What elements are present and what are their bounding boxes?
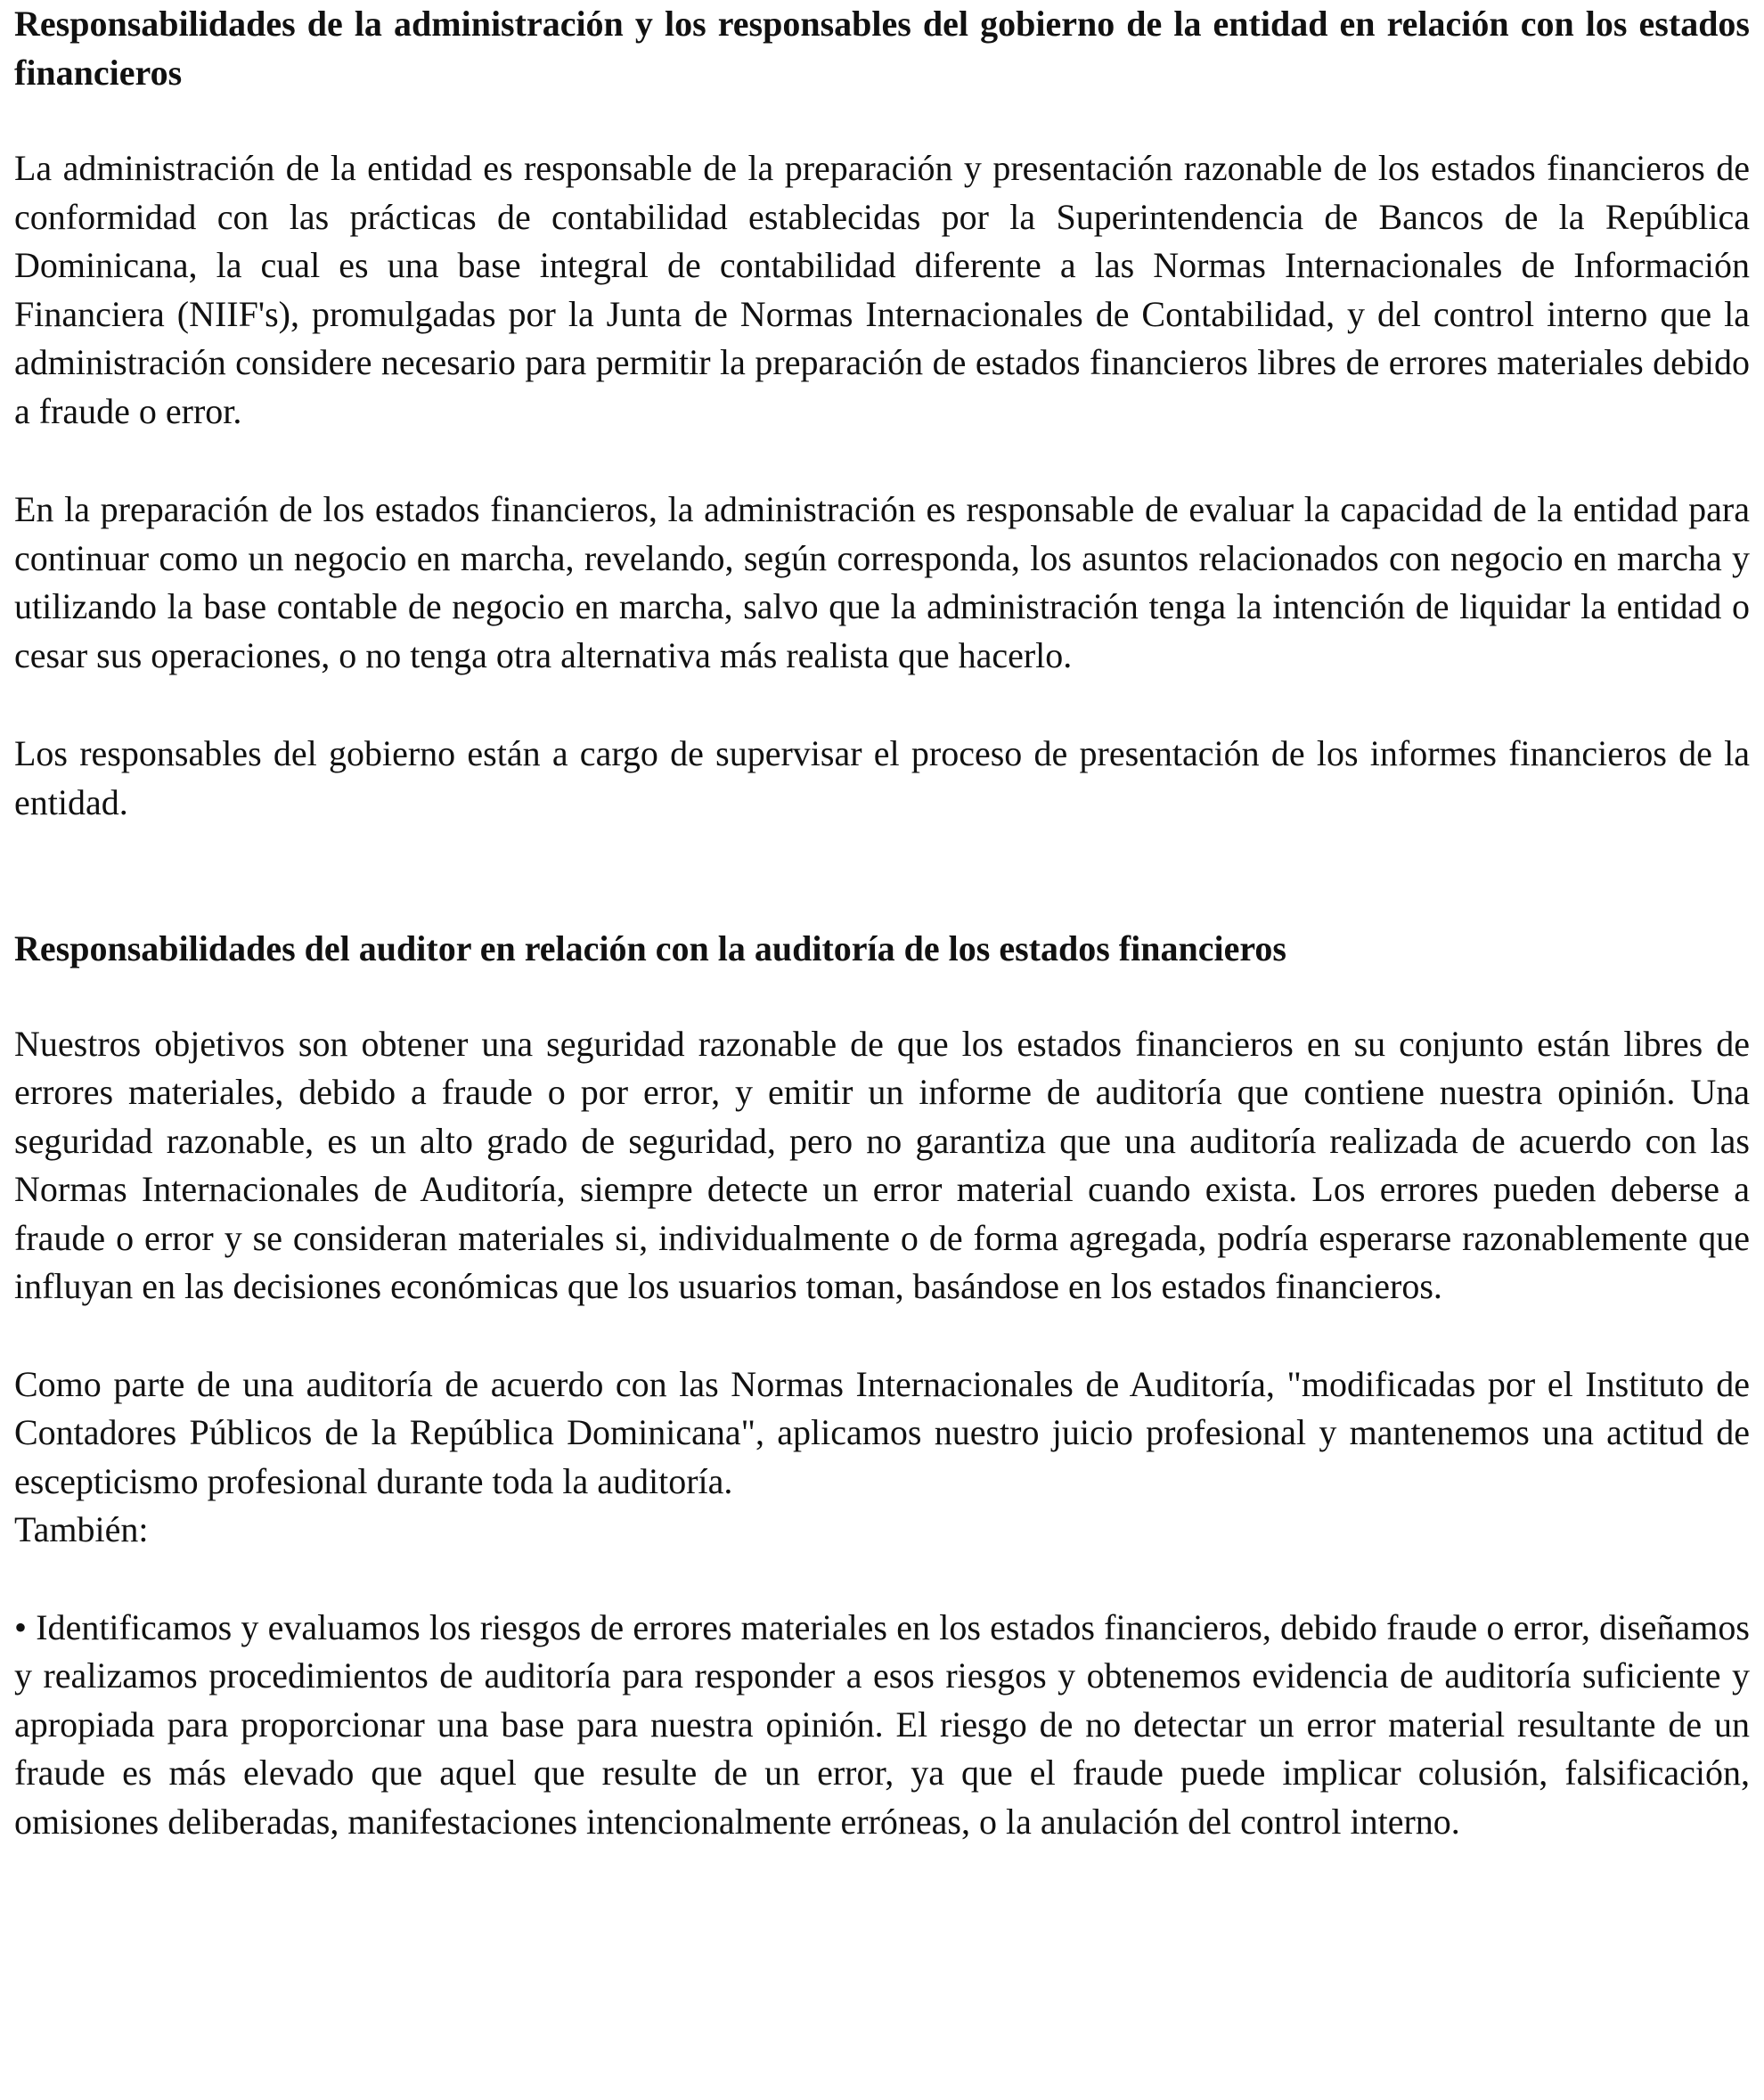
paragraph-professional-judgment: Como parte de una auditoría de acuerdo con las Normas Internacionales de Auditoría, "modificadas por el Instituto de Contadores Públicos de la República Dominicana", aplicamos nuestro juicio profesional y mantenemos una actitud de escepticismo profesional durante toda la auditoría. — [14, 1363, 1750, 1501]
paragraph-governance-oversight: Los responsables del gobierno están a cargo de supervisar el proceso de presentación de los informes financieros de la entidad. — [14, 733, 1750, 822]
paragraph-management-responsibility: La administración de la entidad es responsable de la preparación y presentación razonable de los estados financieros de conformidad con las prácticas de contabilidad establecidas por la Superintendencia de Bancos de la República Dominicana, la cual es una base integral de contabilidad diferente a las Normas Internacionales de Información Financiera (NIIF's), promulgadas por la Junta de Normas Internacionales de Contabilidad, y del control interno que la administración considere necesario para permitir la preparación de estados financieros libres de errores materiales debido a fraude o error. — [14, 148, 1750, 431]
document-page — [14, 0, 1750, 1846]
paragraph-going-concern: En la preparación de los estados financieros, la administración es responsable de evaluar la capacidad de la entidad para continuar como un negocio en marcha, revelando, según corresponda, los asuntos relacionados con negocio en marcha y utilizando la base contable de negocio en marcha, salvo que la administración tenga la intención de liquidar la entidad o cesar sus operaciones, o no tenga otra alternativa más realista que hacerlo. — [14, 489, 1750, 675]
paragraph-tambien: También: — [14, 1509, 149, 1549]
section-heading-auditor-responsibilities: Responsabilidades del auditor en relación con la auditoría de los estados financieros — [14, 928, 1286, 968]
section-heading-management-responsibilities: Responsabilidades de la administración y los responsables del gobierno de la entidad en relación con los estados financieros — [14, 4, 1750, 93]
bullet-risk-identification: • Identificamos y evaluamos los riesgos de errores materiales en los estados financieros, debido fraude o error, diseñamos y realizamos procedimientos de auditoría para responder a esos riesgos y obtenemos evidencia de auditoría suficiente y apropiada para proporcionar una base para nuestra opinión. El riesgo de no detectar un error material resultante de un fraude es más elevado que aquel que resulte de un error, ya que el fraude puede implicar colusión, falsificación, omisiones deliberadas, manifestaciones intencionalmente erróneas, o la anulación del control interno. — [14, 1606, 1750, 1842]
paragraph-audit-objectives: Nuestros objetivos son obtener una seguridad razonable de que los estados financieros en su conjunto están libres de errores materiales, debido a fraude o por error, y emitir un informe de auditoría que contiene nuestra opinión. Una seguridad razonable, es un alto grado de seguridad, pero no garantiza que una auditoría realizada de acuerdo con las Normas Internacionales de Auditoría, siempre detecte un error material cuando exista. Los errores pueden deberse a fraude o error y se consideran materiales si, individualmente o de forma agregada, podría esperarse razonablemente que influyan en las decisiones económicas que los usuarios toman, basándose en los estados financieros. — [14, 1023, 1750, 1306]
